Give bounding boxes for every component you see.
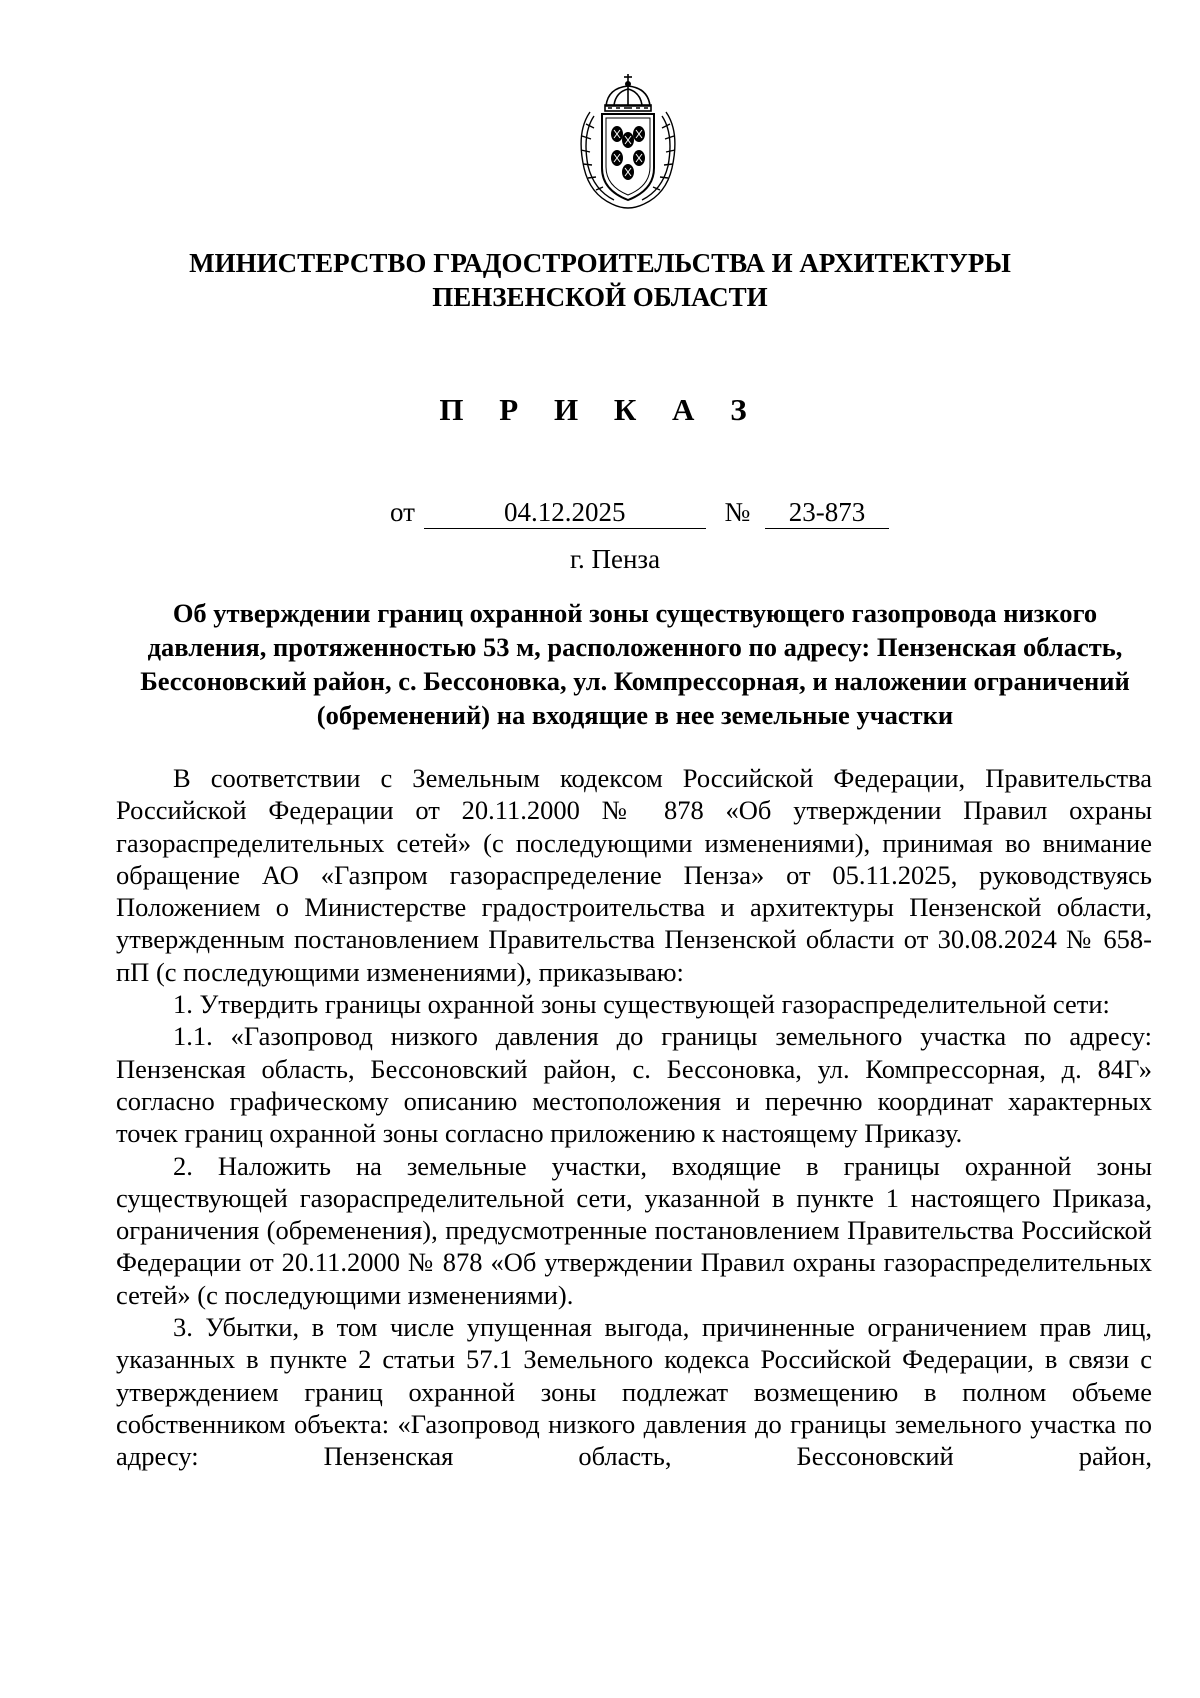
- number-sign: №: [724, 497, 751, 527]
- ministry-line-2: ПЕНЗЕНСКОЙ ОБЛАСТИ: [432, 282, 768, 312]
- paragraph-preamble: В соответствии с Земельным кодексом Российской Федерации, Правительства Российской Федерации от 20.11.2000 № 878 «Об утверждении Правил охраны газораспределительных сетей» (с последующими изменениями), принимая во внимание обращение АО «Газпром газораспределение Пенза» от 05.11.2025, руководствуясь Положением о Министерстве градостроительства и архитектуры Пензенской области, утвержденным постановлением Правительства Пензенской области от 30.08.2024 № 658-пП (с последующими изменениями), приказываю:: [116, 763, 1152, 987]
- document-number: 23-873: [765, 496, 889, 529]
- document-body: [116, 762, 1152, 1473]
- coat-of-arms-emblem: [572, 72, 684, 212]
- paragraph-item-2: 2. Наложить на земельные участки, входящие в границы охранной зоны существующей газораспределительной сети, указанной в пункте 1 настоящего Приказа, ограничения (обременения), предусмотренные постановлением Правительства Российской Федерации от 20.11.2000 № 878 «Об утверждении Правил охраны газораспределительных сетей» (с последующими изменениями).: [116, 1150, 1152, 1310]
- paragraph-item-3: 3. Убытки, в том числе упущенная выгода, причиненные ограничением прав лиц, указанных в пункте 2 статьи 57.1 Земельного кодекса Российской Федерации, в связи с утверждением границ охранной зоны подлежат возмещению в полном объеме собственником объекта: «Газопровод низкого давления до границы земельного участка по адресу: Пензенская область, Бессоновский район,: [116, 1312, 1152, 1472]
- document-date: 04.12.2025: [424, 496, 706, 529]
- document-type-heading: П Р И К А З: [439, 392, 761, 427]
- ministry-name: [0, 246, 1200, 314]
- ministry-line-1: МИНИСТЕРСТВО ГРАДОСТРОИТЕЛЬСТВА И АРХИТЕКТУРЫ: [189, 248, 1011, 278]
- paragraph-item-1: 1. Утвердить границы охранной зоны существующей газораспределительной сети:: [173, 989, 1110, 1020]
- date-prefix: от: [390, 497, 415, 527]
- date-number-row: [390, 496, 889, 529]
- document-title: Об утверждении границ охранной зоны существующего газопровода низкого давления, протяженностью 53 м, расположенного по адресу: Пензенская область, Бессоновский район, с. Бессоновка, ул. Компрессорная, и наложении ограничений (обременений) на входящие в нее земельные участки: [140, 598, 1130, 730]
- paragraph-item-1-1: 1.1. «Газопровод низкого давления до границы земельного участка по адресу: Пензенская область, Бессоновский район, с. Бессоновка, ул. Компрессорная, д. 84Г» согласно графическому описанию местоположения и перечню координат характерных точек границ охранной зоны согласно приложению к настоящему Приказу.: [116, 1021, 1152, 1149]
- document-city: г. Пенза: [569, 544, 661, 574]
